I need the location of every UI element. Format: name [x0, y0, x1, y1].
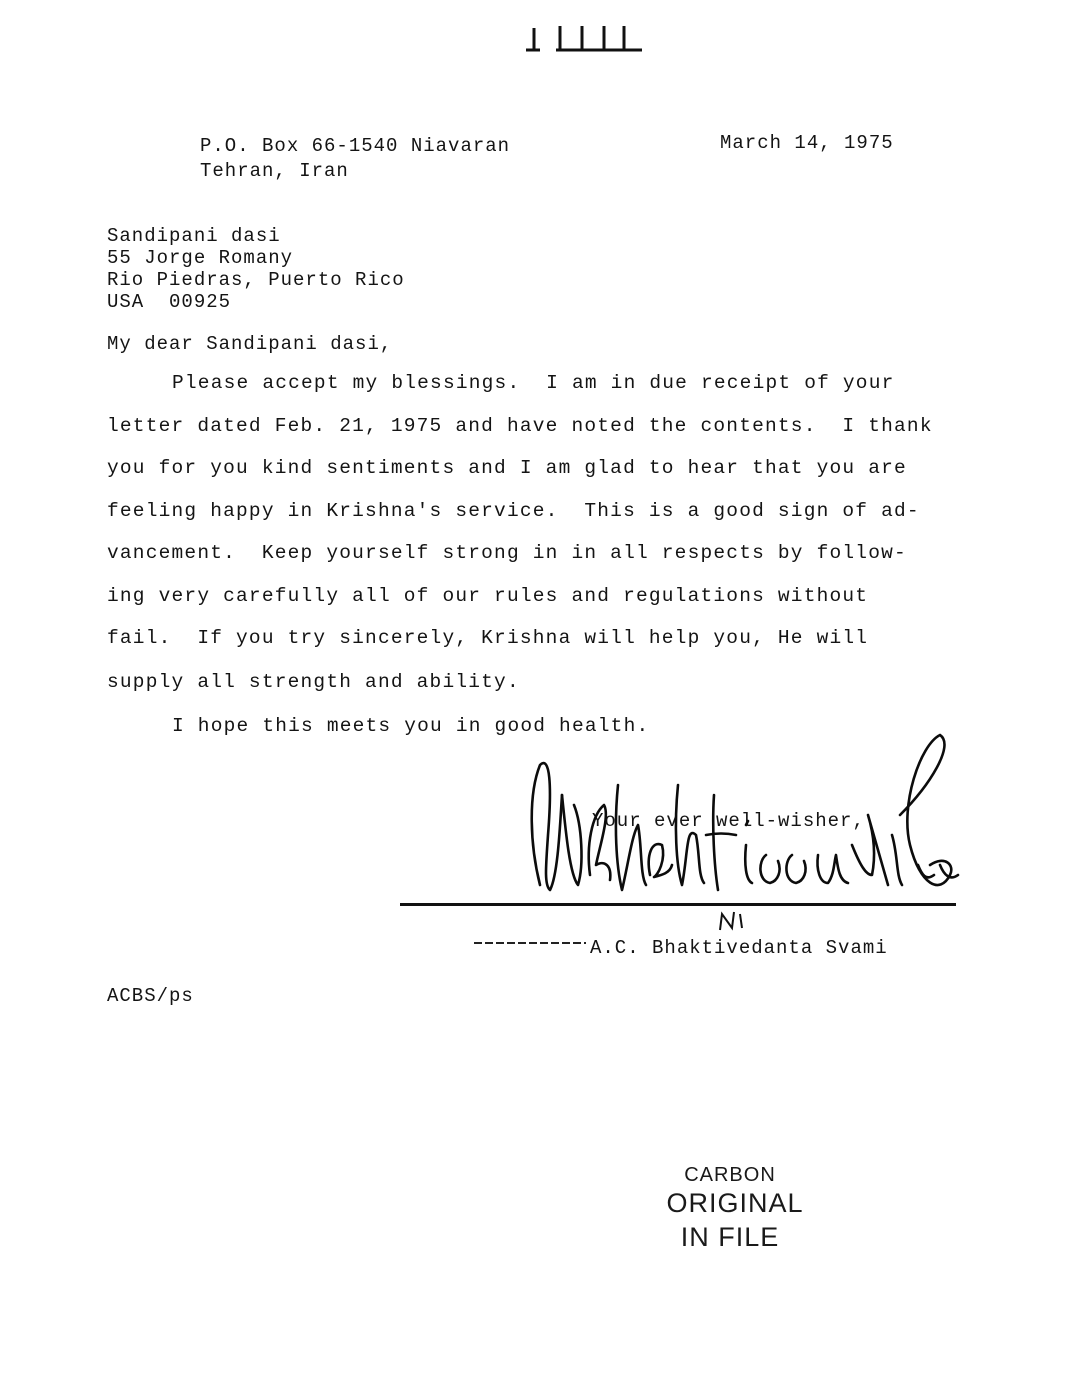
stamp-line: IN FILE: [680, 1222, 780, 1252]
ink-mark: [716, 908, 756, 936]
signature-rule: [400, 903, 956, 906]
recipient-city: Rio Piedras, Puerto Rico: [107, 269, 405, 291]
body-line: ing very carefully all of our rules and regulations without: [107, 585, 869, 607]
body-line: letter dated Feb. 21, 1975 and have noted the contents. I thank: [107, 415, 933, 437]
body-line: fail. If you try sincerely, Krishna will help you, He will: [107, 627, 869, 649]
sender-address-line2: Tehran, Iran: [200, 160, 349, 182]
header-ink-mark: [520, 22, 650, 62]
body-line: vancement. Keep yourself strong in in all respects by follow-: [107, 542, 907, 564]
signatory-name: A.C. Bhaktivedanta Svami: [590, 937, 888, 959]
recipient-name: Sandipani dasi: [107, 225, 281, 247]
sender-address-line1: P.O. Box 66-1540 Niavaran: [200, 135, 511, 157]
struck-prefix: [470, 935, 590, 955]
body-line: supply all strength and ability.: [107, 671, 520, 693]
body-line: Please accept my blessings. I am in due receipt of your: [172, 372, 895, 394]
recipient-country: USA 00925: [107, 291, 232, 313]
valediction: Your ever well-wisher,: [592, 810, 865, 832]
body-line: feeling happy in Krishna's service. This is a good sign of ad-: [107, 500, 920, 522]
typist-initials: ACBS/ps: [107, 985, 194, 1007]
body-line: you for you kind sentiments and I am glad to hear that you are: [107, 457, 907, 479]
recipient-street: 55 Jorge Romany: [107, 247, 294, 269]
closing-paragraph: I hope this meets you in good health.: [172, 715, 650, 737]
stamp-line: CARBON: [684, 1164, 776, 1186]
letter-date: March 14, 1975: [720, 132, 894, 154]
salutation: My dear Sandipani dasi,: [107, 333, 393, 355]
stamp-line: ORIGINAL: [666, 1188, 804, 1218]
